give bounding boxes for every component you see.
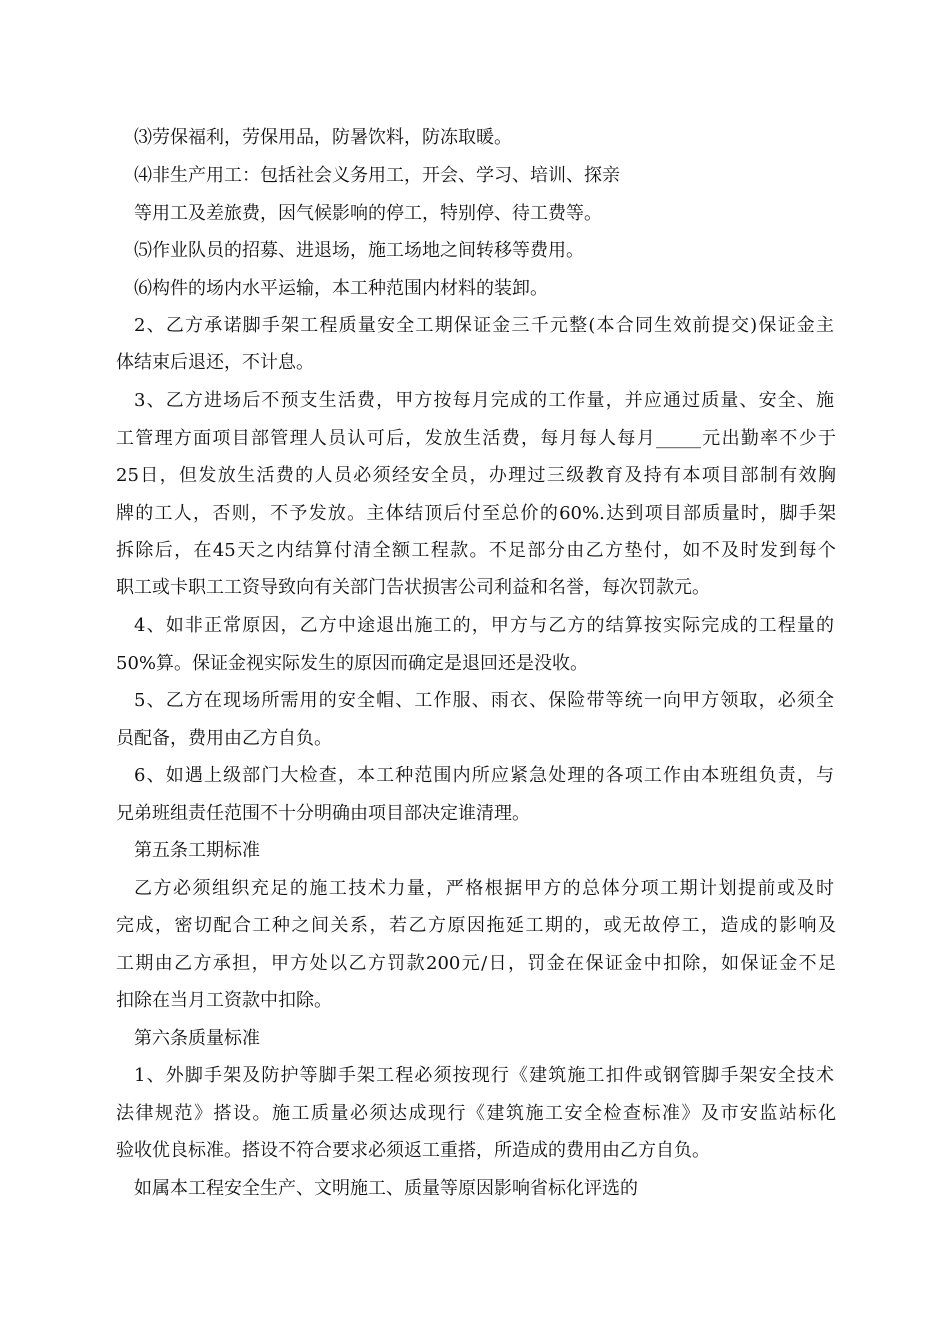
text-line: ⑶劳保福利，劳保用品，防暑饮料，防冻取暖。	[134, 127, 512, 148]
text-line: 职工或卡职工工资导致向有关部门告状损害公司利益和名誉，每次罚款元。	[116, 577, 710, 598]
text-line: 验收优良标准。搭设不符合要求必须返工重搭，所造成的费用由乙方自负。	[116, 1140, 710, 1161]
text-line: ⑹构件的场内水平运输，本工种范围内材料的装卸。	[134, 278, 548, 299]
text-line: ⑷非生产用工：包括社会义务用工，开会、学习、培训、探亲	[134, 165, 620, 186]
text-line: 完成，密切配合工种之间关系，若乙方原因拖延工期的，或无故停工，造成的影响及	[116, 915, 836, 936]
text-line: 乙方必须组织充足的施工技术力量，严格根据甲方的总体分项工期计划提前或及时	[134, 878, 834, 899]
text-line: 3、乙方进场后不预支生活费，甲方按每月完成的工作量，并应通过质量、安全、施	[134, 390, 834, 411]
text-line: 2、乙方承诺脚手架工程质量安全工期保证金三千元整(本合同生效前提交)保证金主	[134, 315, 834, 336]
text-line: 5、乙方在现场所需用的安全帽、工作服、雨衣、保险带等统一向甲方领取，必须全	[134, 690, 834, 711]
text-line: 体结束后退还，不计息。	[116, 352, 314, 373]
text-line: 1、外脚手架及防护等脚手架工程必须按现行《建筑施工扣件或钢管脚手架安全技术	[134, 1065, 834, 1086]
text-line: 6、如遇上级部门大检查，本工种范围内所应紧急处理的各项工作由本班组负责，与	[134, 765, 834, 786]
text-line: 等用工及差旅费，因气候影响的停工，特别停、待工费等。	[134, 203, 602, 224]
text-line: 50%算。保证金视实际发生的原因而确定是退回还是没收。	[116, 653, 589, 674]
text-line: 法律规范》搭设。施工质量必须达成现行《建筑施工安全检查标准》及市安监站标化	[116, 1103, 836, 1124]
text-line: 工管理方面项目部管理人员认可后，发放生活费，每月每人每月_____元出勤率不少于	[116, 428, 836, 449]
text-line: ⑸作业队员的招募、进退场，施工场地之间转移等费用。	[134, 240, 584, 261]
section-heading: 第六条质量标准	[134, 1028, 260, 1049]
section-heading: 第五条工期标准	[134, 840, 260, 861]
text-line: 25日，但发放生活费的人员必须经安全员，办理过三级教育及持有本项目部制有效胸	[116, 465, 836, 486]
text-line: 兄弟班组责任范围不十分明确由项目部决定谁清理。	[116, 803, 530, 824]
text-line: 扣除在当月工资款中扣除。	[116, 990, 332, 1011]
text-line: 工期由乙方承担，甲方处以乙方罚款200元/日，罚金在保证金中扣除，如保证金不足	[116, 953, 836, 974]
text-line: 4、如非正常原因，乙方中途退出施工的，甲方与乙方的结算按实际完成的工程量的	[134, 615, 834, 636]
text-line: 员配备，费用由乙方自负。	[116, 728, 332, 749]
text-line: 牌的工人，否则，不予发放。主体结顶后付至总价的60%.达到项目部质量时，脚手架	[116, 503, 836, 524]
text-line: 如属本工程安全生产、文明施工、质量等原因影响省标化评选的	[134, 1178, 638, 1199]
text-line: 拆除后，在45天之内结算付清全额工程款。不足部分由乙方垫付，如不及时发到每个	[116, 540, 836, 561]
